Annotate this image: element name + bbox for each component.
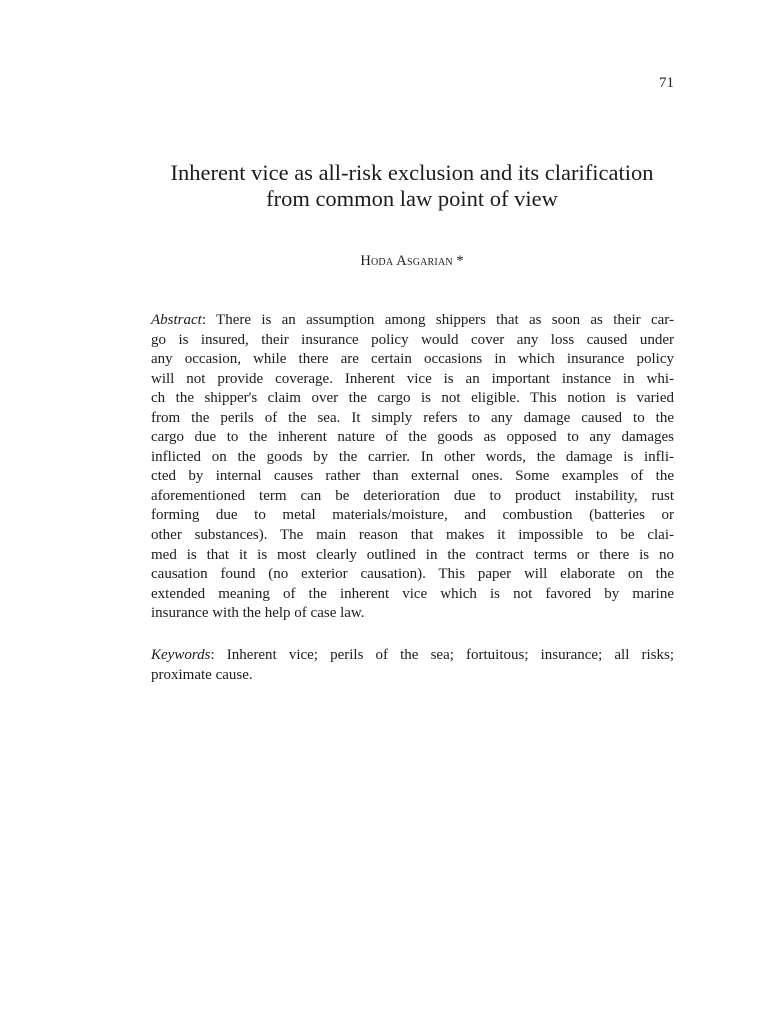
abstract-line: forming due to metal materials/moisture, and combustion (batteries or [151,507,674,524]
abstract-line: will not provide coverage. Inherent vice is an important instance in whi- [151,370,674,387]
keywords-label: Keywords [151,647,211,663]
abstract-line: med is that it is most clearly outlined in the contract terms or there is no [151,546,674,563]
keywords-line: proximate cause. [151,666,253,683]
abstract-line: any occasion, while there are certain occasions in which insurance policy [151,351,674,368]
abstract-line: cted by internal causes rather than external ones. Some examples of the [151,468,674,485]
page-number: 71 [659,75,674,91]
title-line-2: from common law point of view [266,186,558,211]
abstract-line: extended meaning of the inherent vice which is not favored by marine [151,585,674,602]
abstract-line: aforementioned term can be deterioration due to product instability, rust [151,487,674,504]
abstract-section [151,311,674,624]
author-name: Hoda Asgarian [360,253,453,269]
author-footnote-mark: * [452,253,464,269]
title-line-1: Inherent vice as all-risk exclusion and its clarification [170,160,654,185]
abstract-line: cargo due to the inherent nature of the goods as opposed to any damages [151,429,674,446]
abstract-line: insurance with the help of case law. [151,605,365,622]
abstract-line: go is insured, their insurance policy would cover any loss caused under [151,331,674,348]
keywords-line [151,646,674,666]
abstract-line-text: : There is an assumption among shippers that as soon as their car- [201,312,674,328]
keywords-section [151,646,674,685]
abstract-line [151,311,674,331]
keywords-line-text: : Inherent vice; perils of the sea; fortuitous; insurance; all risks; [210,647,674,663]
paper-title [100,160,724,212]
abstract-label: Abstract [151,312,202,328]
author-byline [200,252,624,270]
abstract-line: causation found (no exterior causation). This paper will elaborate on the [151,566,674,583]
abstract-line: from the perils of the sea. It simply refers to any damage caused to the [151,409,674,426]
abstract-line: ch the shipper's claim over the cargo is not eligible. This notion is varied [151,390,674,407]
abstract-line: other substances). The main reason that makes it impossible to be clai- [151,527,674,544]
abstract-line: inflicted on the goods by the carrier. In other words, the damage is infli- [151,448,674,465]
